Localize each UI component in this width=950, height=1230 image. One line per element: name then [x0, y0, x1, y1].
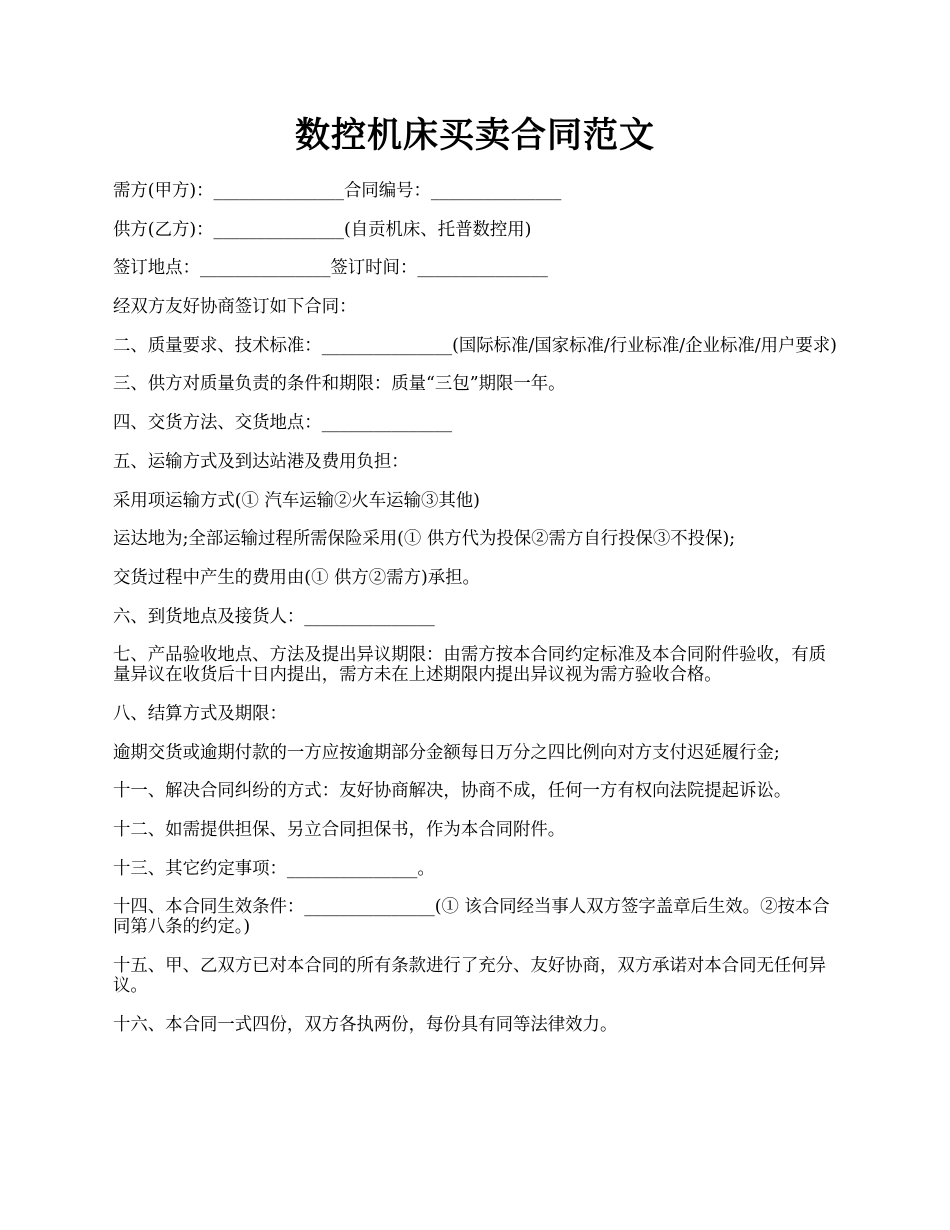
clause-settlement: 八、结算方式及期限：: [113, 703, 287, 724]
clause-signing-line: 签订地点：_______________签订时间：_______________: [113, 258, 548, 279]
clause-effective-conditions: 十四、本合同生效条件：_______________(① 该合同经当事人双方签字盖章后生效。②按本合同第八条的约定。): [113, 897, 830, 938]
clause-quality-warranty: 三、供方对质量负责的条件和期限：质量“三包”期限一年。: [113, 374, 566, 395]
clause-transport-mode: 采用项运输方式(① 汽车运输②火车运输③其他): [113, 490, 480, 511]
clause-preamble: 经双方友好协商签订如下合同：: [113, 297, 357, 318]
clause-transport-insurance: 运达地为;全部运输过程所需保险采用(① 供方代为投保②需方自行投保③不投保);: [113, 529, 736, 550]
clause-quality-standard: 二、质量要求、技术标准：_______________(国际标准/国家标准/行业标准/企业标准/用户要求): [113, 335, 837, 356]
clause-other-matters: 十三、其它约定事项：_______________。: [113, 858, 435, 879]
clause-transport-cost: 交货过程中产生的费用由(① 供方②需方)承担。: [113, 567, 480, 588]
clause-transport: 五、运输方式及到达站港及费用负担：: [113, 451, 409, 472]
clause-delivery: 四、交货方法、交货地点：_______________: [113, 413, 453, 434]
document-title: 数控机床买卖合同范文: [294, 115, 655, 156]
clause-receiver: 六、到货地点及接货人：_______________: [113, 606, 435, 627]
clause-dispute: 十一、解决合同纠纷的方式：友好协商解决，协商不成，任何一方有权向法院提起诉讼。: [113, 781, 792, 802]
document-body: [113, 181, 840, 1053]
clause-late-penalty: 逾期交货或逾期付款的一方应按逾期部分金额每日万分之四比例向对方支付迟延履行金;: [113, 742, 780, 763]
clause-consensus: 十五、甲、乙双方已对本合同的所有条款进行了充分、友好协商，双方承诺对本合同无任何异议。: [113, 956, 827, 997]
clause-copies: 十六、本合同一式四份，双方各执两份，每份具有同等法律效力。: [113, 1014, 618, 1035]
clause-buyer-line: 需方(甲方)：_______________合同编号：_______________: [113, 181, 562, 201]
clause-supplier-line: 供方(乙方)：_______________(自贡机床、托普数控用): [113, 219, 532, 240]
clause-guarantee: 十二、如需提供担保、另立合同担保书，作为本合同附件。: [113, 820, 566, 840]
clause-acceptance: 七、产品验收地点、方法及提出异议期限：由需方按本合同约定标准及本合同附件验收，有质量异议在收货后十日内提出，需方未在上述期限内提出异议视为需方验收合格。: [113, 645, 827, 686]
